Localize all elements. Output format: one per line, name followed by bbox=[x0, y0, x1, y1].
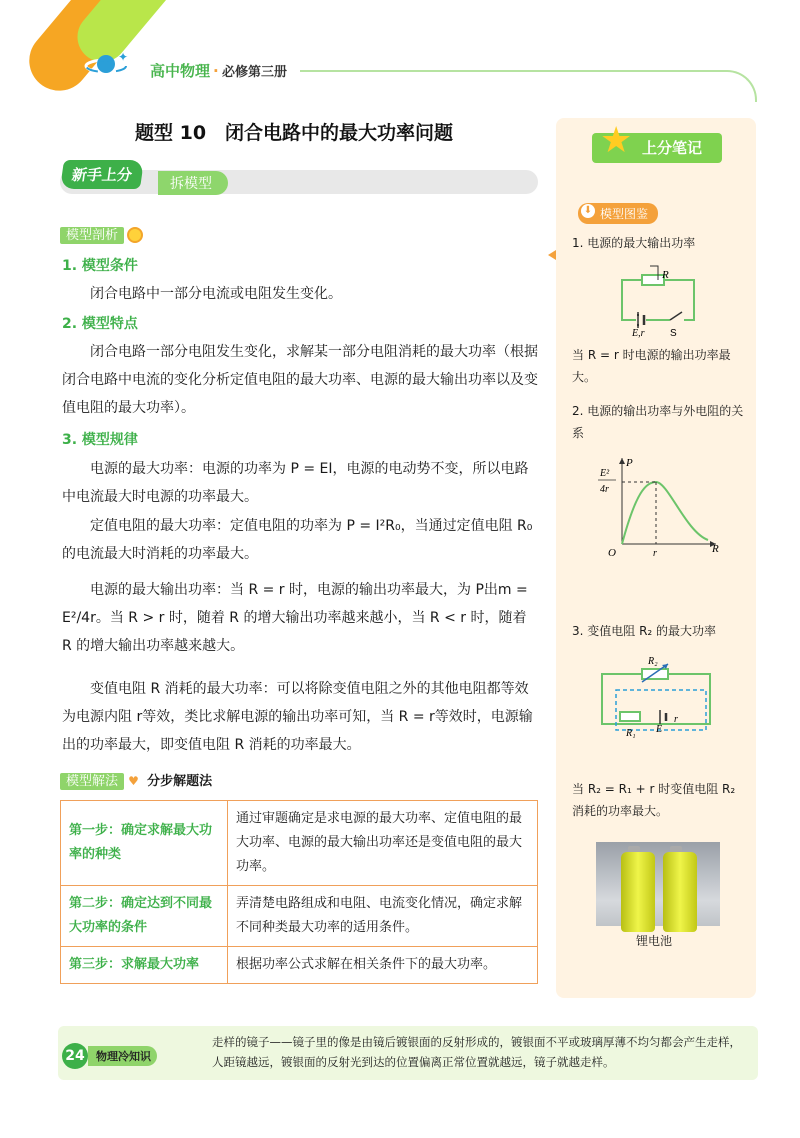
table-row bbox=[61, 947, 538, 984]
page-number: 24 bbox=[62, 1043, 88, 1069]
side-tag: 模型图鉴 bbox=[578, 203, 658, 224]
method-title: 分步解题法 bbox=[147, 774, 213, 789]
side-banner: 上分笔记 bbox=[592, 133, 722, 163]
c1-label-S: S bbox=[670, 328, 677, 338]
graph-label-P: P bbox=[626, 457, 633, 469]
para-conditions: 闭合电路中一部分电流或电阻发生变化。 bbox=[90, 286, 342, 302]
para-rule-4: 变值电阻 R 消耗的最大功率：可以将除变值电阻之外的其他电阻都等效为电源内阻 r等效，类比求解电源的输出功率可知，当 R = r等效时，电源输出的功率最大，即变值电阻 R 消耗的功率最大。 bbox=[62, 681, 533, 753]
c1-label-R: R bbox=[662, 269, 669, 281]
step-desc: 根据功率公式求解在相关条件下的最大功率。 bbox=[228, 947, 538, 984]
para-features: 闭合电路一部分电阻发生变化，求解某一部分电阻消耗的最大功率（根据闭合电路中电流的变化分析定值电阻的最大功率、电源的最大输出功率以及变值电阻的最大功率）。 bbox=[62, 344, 538, 416]
header-rule bbox=[300, 70, 720, 72]
step-label: 第三步：求解最大功率 bbox=[61, 947, 228, 984]
sparkle-icon: ✦ bbox=[118, 50, 129, 64]
heading-features: 2. 模型特点 bbox=[62, 316, 138, 332]
side-item-1: 1. 电源的最大输出功率 bbox=[572, 236, 696, 250]
c3-label-R2: R₂ bbox=[648, 656, 658, 667]
graph-label-4r: 4r bbox=[600, 484, 609, 495]
header-book: 必修第三册 bbox=[222, 65, 288, 80]
step-desc: 弄清楚电路组成和电阻、电流变化情况，确定求解不同种类最大功率的适用条件。 bbox=[228, 886, 538, 947]
heart-icon: ♥ bbox=[128, 774, 139, 788]
c3-label-E: E bbox=[656, 724, 663, 735]
header-rule-curve bbox=[700, 70, 757, 102]
c1-label-Er: E,r bbox=[632, 328, 645, 338]
battery-cell bbox=[621, 852, 655, 932]
graph-label-R: R bbox=[712, 543, 719, 555]
step-label: 第二步：确定达到不同最大功率的条件 bbox=[61, 886, 228, 947]
heading-conditions: 1. 模型条件 bbox=[62, 258, 138, 274]
footer-fact: 走样的镜子——镜子里的像是由镜后镀银面的反射形成的，镀银面不平或玻璃厚薄不均匀都会产生走样，人距镜越远，镀银面的反射光到达的位置偏离正常位置就越远，镜子就越走样。 bbox=[212, 1035, 741, 1069]
step-desc: 通过审题确定是求电源的最大功率、定值电阻的最大功率、电源的最大输出功率还是变值电阻的最大功率。 bbox=[228, 801, 538, 886]
photo-caption: 锂电池 bbox=[636, 934, 673, 948]
c3-label-R1: R₁ bbox=[626, 728, 636, 739]
circuit-1-diagram bbox=[600, 262, 710, 338]
power-resistance-graph bbox=[596, 452, 726, 562]
graph-label-E2: E² bbox=[600, 468, 610, 479]
c3-label-r: r bbox=[674, 714, 678, 725]
down-arrow-icon: ⬇ bbox=[581, 204, 595, 218]
section-tag-analysis bbox=[60, 224, 143, 243]
table-row bbox=[61, 886, 538, 947]
page-title: 题型 10 闭合电路中的最大功率问题 bbox=[135, 122, 454, 144]
steps-table bbox=[60, 800, 538, 984]
side-item-3: 3. 变值电阻 R₂ 的最大功率 bbox=[572, 624, 717, 638]
side-note-1: 当 R = r 时电源的输出功率最大。 bbox=[572, 348, 731, 384]
graph-label-O: O bbox=[608, 547, 616, 559]
para-rule-2: 定值电阻的最大功率：定值电阻的功率为 P = I²R₀，当通过定值电阻 R₀ 的电流最大时消耗的功率最大。 bbox=[62, 518, 533, 562]
side-note-3: 当 R₂ = R₁ + r 时变值电阻 R₂ 消耗的功率最大。 bbox=[572, 782, 736, 818]
table-row bbox=[61, 801, 538, 886]
badge-chai: 拆模型 bbox=[158, 171, 228, 195]
battery-cell bbox=[663, 852, 697, 932]
side-pointer-icon bbox=[548, 250, 556, 260]
heading-rules: 3. 模型规律 bbox=[62, 432, 138, 448]
method-header bbox=[60, 770, 212, 789]
step-label: 第一步：确定求解最大功率的种类 bbox=[61, 801, 228, 886]
header-series: 高中物理 · bbox=[150, 62, 219, 80]
para-rule-3: 电源的最大输出功率：当 R = r 时，电源的输出功率最大，为 P出m = E²/4r。当 R > r 时，随着 R 的增大输出功率越来越小，当 R < r 时，随着 R 的增大输出功率越来越大。 bbox=[62, 582, 528, 654]
graph-label-r: r bbox=[653, 548, 657, 559]
circuit-3-diagram bbox=[596, 650, 716, 740]
star-mascot-icon: ★ bbox=[600, 120, 633, 161]
battery-photo bbox=[596, 842, 720, 926]
method-tag: 模型解法 bbox=[60, 773, 124, 790]
sun-icon bbox=[127, 227, 143, 243]
section-tag-label: 模型剖析 bbox=[60, 227, 124, 244]
para-rule-1: 电源的最大功率：电源的功率为 P = EI，电源的电动势不变，所以电路中电流最大时电源的功率最大。 bbox=[62, 461, 529, 505]
badge-new: 新手上分 bbox=[60, 160, 144, 189]
footer-label: 物理冷知识 bbox=[88, 1046, 157, 1066]
side-item-2: 2. 电源的输出功率与外电阻的关系 bbox=[572, 404, 744, 440]
